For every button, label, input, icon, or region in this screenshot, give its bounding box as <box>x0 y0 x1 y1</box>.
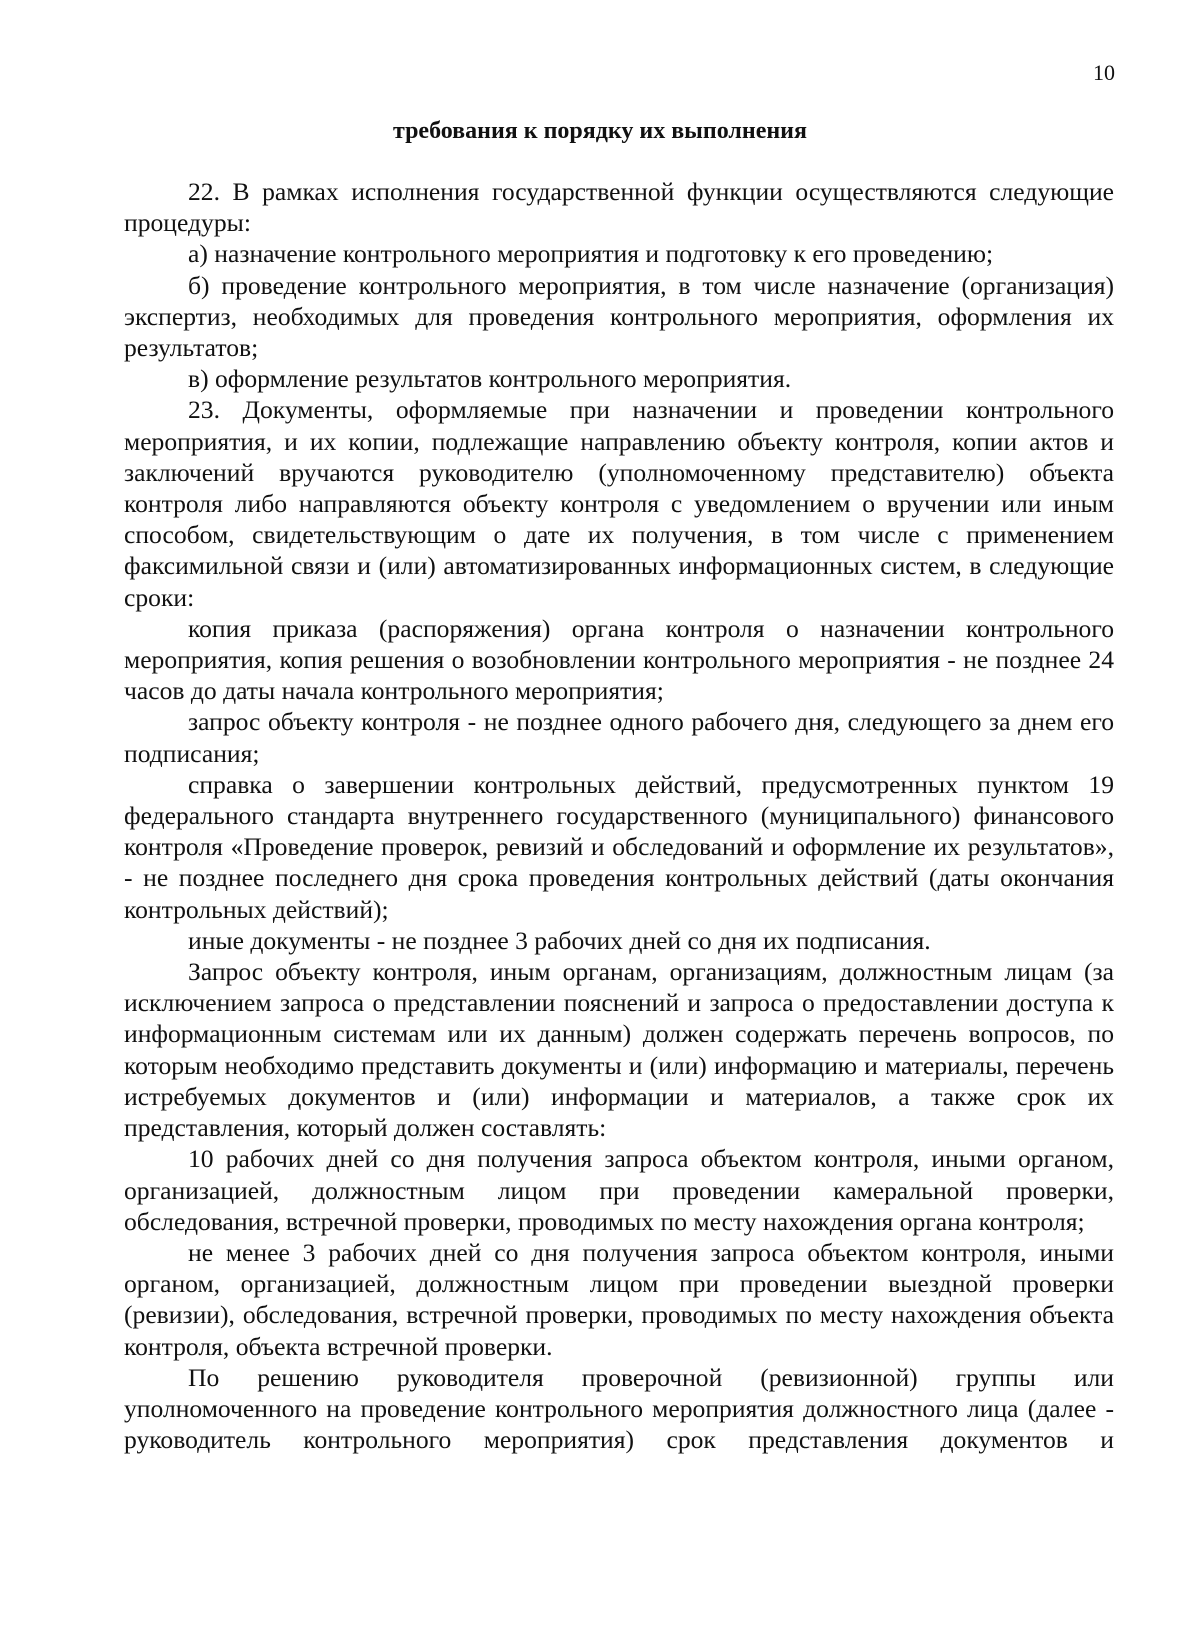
deadline-certificate: справка о завершении контрольных действий, предусмотренных пунктом 19 федерального стандарта внутреннего государственного (муниципального) финансового контроля «Проведение проверок, ревизий и обследований и оформление их результатов», - не позднее последнего дня срока проведения контрольных действий (даты окончания контрольных действий); <box>124 769 1114 924</box>
paragraph-request-content: Запрос объекту контроля, иным органам, организациям, должностным лицам (за исключением запроса о представлении пояснений и запроса о предоставлении доступа к информационным системам или их данным) должен содержать перечень вопросов, по которым необходимо представить документы и (или) информацию и материалы, перечень истребуемых документов и (или) информации и материалов, а также срок их представления, который должен составлять: <box>124 957 1114 1143</box>
document-body <box>124 176 1114 1455</box>
deadline-other-documents: иные документы - не позднее 3 рабочих дней со дня их подписания. <box>188 925 931 955</box>
deadline-order-copy: копия приказа (распоряжения) органа контроля о назначении контрольного мероприятия, копия решения о возобновлении контрольного мероприятия - не позднее 24 часов до даты начала контрольного мероприятия; <box>124 613 1114 706</box>
list-item-v: в) оформление результатов контрольного мероприятия. <box>188 364 792 394</box>
section-heading: требования к порядку их выполнения <box>392 118 807 144</box>
paragraph-23: 23. Документы, оформляемые при назначении и проведении контрольного мероприятия, и их копии, подлежащие направлению объекту контроля, копии актов и заключений вручаются руководителю (уполномоченному представителю) объекта контроля либо направляются объекту контроля с уведомлением о вручении или иным способом, свидетельствующим о дате их получения, в том числе с применением факсимильной связи и (или) автоматизированных информационных систем, в следующие сроки: <box>124 395 1114 612</box>
term-desk-audit: 10 рабочих дней со дня получения запроса объектом контроля, иными органом, организацией, должностным лицом при проведении камеральной проверки, обследования, встречной проверки, проводимых по месту нахождения органа контроля; <box>124 1144 1114 1236</box>
deadline-request: запрос объекту контроля - не позднее одного рабочего дня, следующего за днем его подписания; <box>124 707 1114 768</box>
list-item-a: а) назначение контрольного мероприятия и подготовку к его проведению; <box>188 239 994 269</box>
term-field-audit: не менее 3 рабочих дней со дня получения запроса объектом контроля, иными органом, организацией, должностным лицом при проведении выездной проверки (ревизии), обследования, встречной проверки, проводимых по месту нахождения объекта контроля, объекта встречной проверки. <box>124 1237 1114 1361</box>
paragraph-extension-decision: По решению руководителя проверочной (ревизионной) группы или уполномоченного на проведение контрольного мероприятия должностного лица (далее - руководитель контрольного мероприятия) срок представления документов и <box>124 1362 1114 1455</box>
paragraph-22: 22. В рамках исполнения государственной функции осуществляются следующие процедуры: <box>124 177 1114 238</box>
page-number: 10 <box>1093 60 1115 85</box>
list-item-b: б) проведение контрольного мероприятия, в том числе назначение (организация) экспертиз, необходимых для проведения контрольного мероприятия, оформления их результатов; <box>124 270 1114 363</box>
